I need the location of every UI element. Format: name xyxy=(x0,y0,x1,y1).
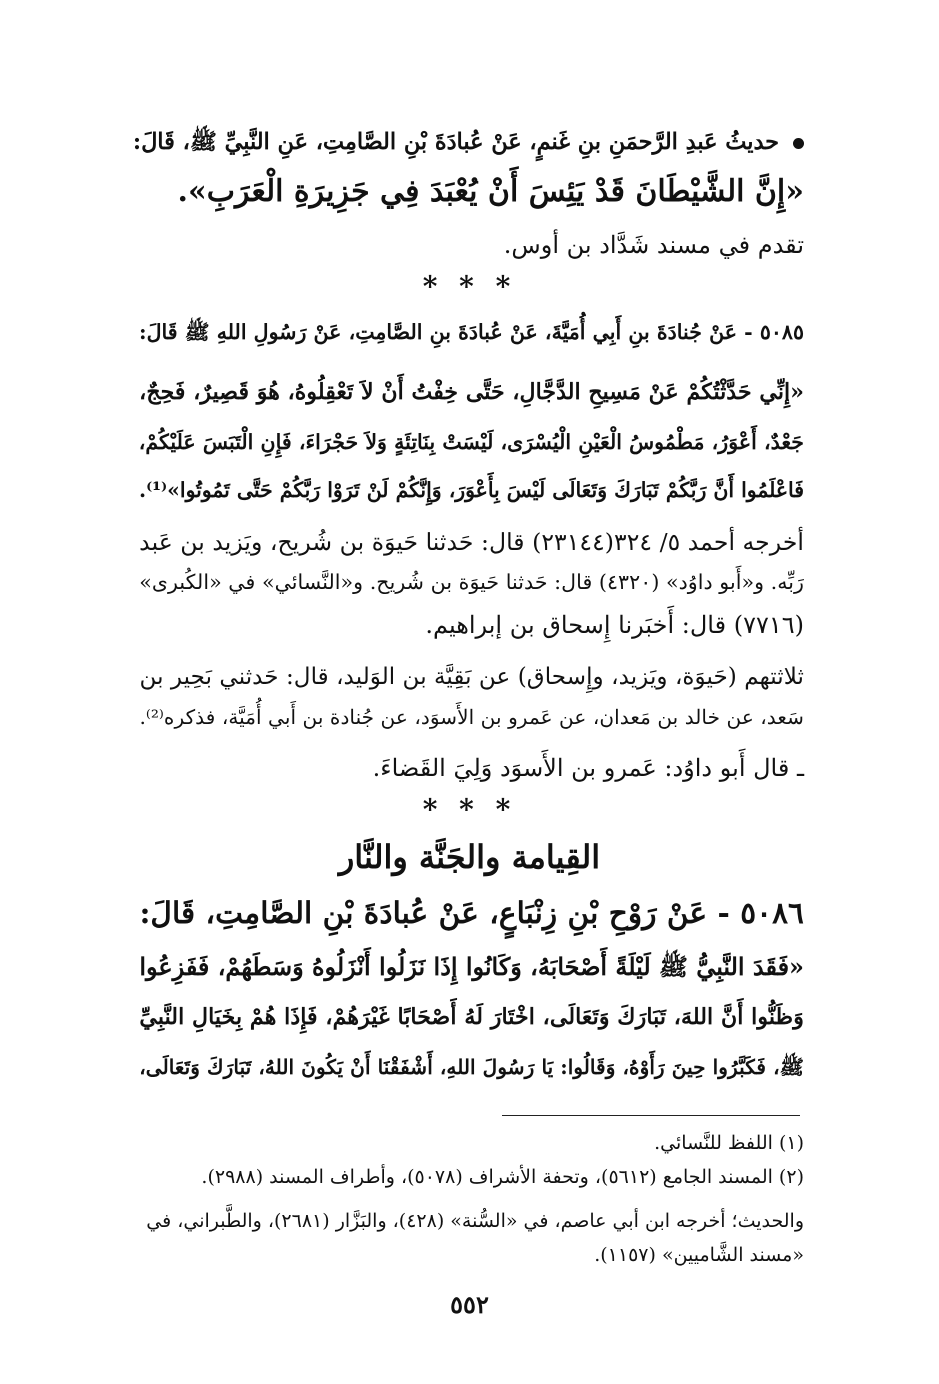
hadith-5085-line1: ٥٠٨٥ - عَنْ جُنادَةَ بنِ أَبِي أُمَيَّةَ، عَنْ عُبادَةَ بنِ الصَّامِتِ، عَنْ رَسُولِ اللهِ ﷺ قَالَ: xyxy=(139,320,804,344)
footnote-1: (١) اللفظ للنَّسائي. xyxy=(654,1132,804,1154)
hadith-intro-text: حديثُ عَبدِ الرَّحمَنِ بنِ غَنمٍ، عَنْ عُبادَةَ بْنِ الصَّامِتِ، عَنِ النَّبِيِّ ﷺ، قَالَ: xyxy=(132,129,779,155)
hadith-5086-line2: «فَقَدَ النَّبِيُّ ﷺ لَيْلَةً أَصْحَابَهُ، وَكَانُوا إِذَا نَزَلُوا أَنْزَلُوهُ وَسَطَهُمْ، فَفَزِعُوا xyxy=(139,953,804,981)
hadith-5086-line1: ٥٠٨٦ - عَنْ رَوْحِ بْنِ زِنْبَاعٍ، عَنْ عُبادَةَ بْنِ الصَّامِتِ، قَالَ: xyxy=(139,896,804,931)
section-separator: * * * xyxy=(422,793,517,826)
chapter-title: القِيامة والجَنَّة والنَّار xyxy=(338,838,601,876)
footnote-2: (٢) المسند الجامع (٥٦١٢)، وتحفة الأشراف (٥٠٧٨)، وأطراف المسند (٢٩٨٨). xyxy=(201,1166,804,1188)
hadith-5085-line2: «إِنِّي حَدَّثْتُكُمْ عَنْ مَسِيحِ الدَّجَّالِ، حَتَّى خِفْتُ أَنْ لاَ تَعْقِلُوهُ، هُوَ قَصِيرٌ، فَحِجٌ، xyxy=(139,379,804,405)
takhrij-line: رَبِّه. و«أَبو داوُد» (٤٣٢٠) قال: حَدثنا حَيوَة بن شُريح. و«النَّسائي» في «الكُبرى» xyxy=(139,570,804,594)
cross-reference-note: تقدم في مسند شَدَّاد بن أوس. xyxy=(503,231,804,259)
takhrij-line: (٧٧١٦) قال: أَخبَرنا إِسحاق بن إبراهيم. xyxy=(425,611,804,639)
section-separator: * * * xyxy=(422,270,517,303)
takhrij-line: أخرجه أحمد ٥/ ٣٢٤(٢٣١٤٤) قال: حَدثنا حَيوَة بن شُريح، ويَزيد بن عَبد xyxy=(139,528,804,556)
hadith-text-line: «إِنَّ الشَّيْطَانَ قَدْ يَئِسَ أَنْ يُعْبَدَ فِي جَزِيرَةِ الْعَرَبِ». xyxy=(177,174,804,209)
hadith-intro-line xyxy=(133,120,804,164)
hadith-5086-line4: ﷺ، فَكَبَّرُوا حِينَ رَأَوْهُ، وَقَالُوا: يَا رَسُولَ اللهِ، أَشْفَقْنَا أَنْ يَكُونَ اللهُ، تَبَارَكَ وَتَعَالَى، xyxy=(139,1055,804,1079)
takhrij-line: ثلاثتهم (حَيوَة، ويَزيد، وإِسحاق) عن بَقِيَّة بن الوَليد، قال: حَدثني بَحِير بن xyxy=(139,664,804,690)
hadith-5085-line4: فَاعْلَمُوا أَنَّ رَبَّكُمْ تَبَارَكَ وَتَعَالَى لَيْسَ بِأَعْوَرَ، وَإِنَّكُمْ لَنْ تَرَوْا رَبَّكُمْ حَتَّى تَمُوتُوا»⁽¹⁾. xyxy=(138,478,804,502)
footnote-2-continued: «مسند الشَّاميين» (١١٥٧). xyxy=(594,1244,804,1266)
bullet-icon xyxy=(793,138,804,149)
footnote-2-continued: والحديث؛ أخرجه ابن أبي عاصم، في «السُّنة» (٤٢٨)، والبَزَّار (٢٦٨١)، والطَّبراني، في xyxy=(146,1210,804,1232)
hadith-5085-line3: جَعْدٌ، أَعْوَرُ، مَطْمُوسُ الْعَيْنِ الْيُسْرَى، لَيْسَتْ بِنَاتِئَةٍ وَلاَ حَجْرَاءَ، فَإِنِ الْتَبَسَ عَلَيْكُمْ، xyxy=(138,430,804,454)
page-number: ٥٥٢ xyxy=(450,1290,489,1319)
footnote-divider xyxy=(502,1115,800,1116)
hadith-5086-line3: وَظَنُّوا أَنَّ اللهَ، تَبَارَكَ وَتَعَالَى، اخْتَارَ لَهُ أَصْحَابًا غَيْرَهُمْ، فَإِذَا هُمْ بِخَيَالِ النَّبِيِّ xyxy=(139,1004,804,1030)
takhrij-line: سَعد، عن خالد بن مَعدان، عن عَمرو بن الأَسوَد، عن جُنادة بن أَبي أُمَيَّة، فذكره⁽²⁾. xyxy=(139,705,804,729)
abu-dawud-note: ـ قال أَبو داوُد: عَمرو بن الأَسوَد وَلِيَ القَضاءَ. xyxy=(372,754,804,782)
